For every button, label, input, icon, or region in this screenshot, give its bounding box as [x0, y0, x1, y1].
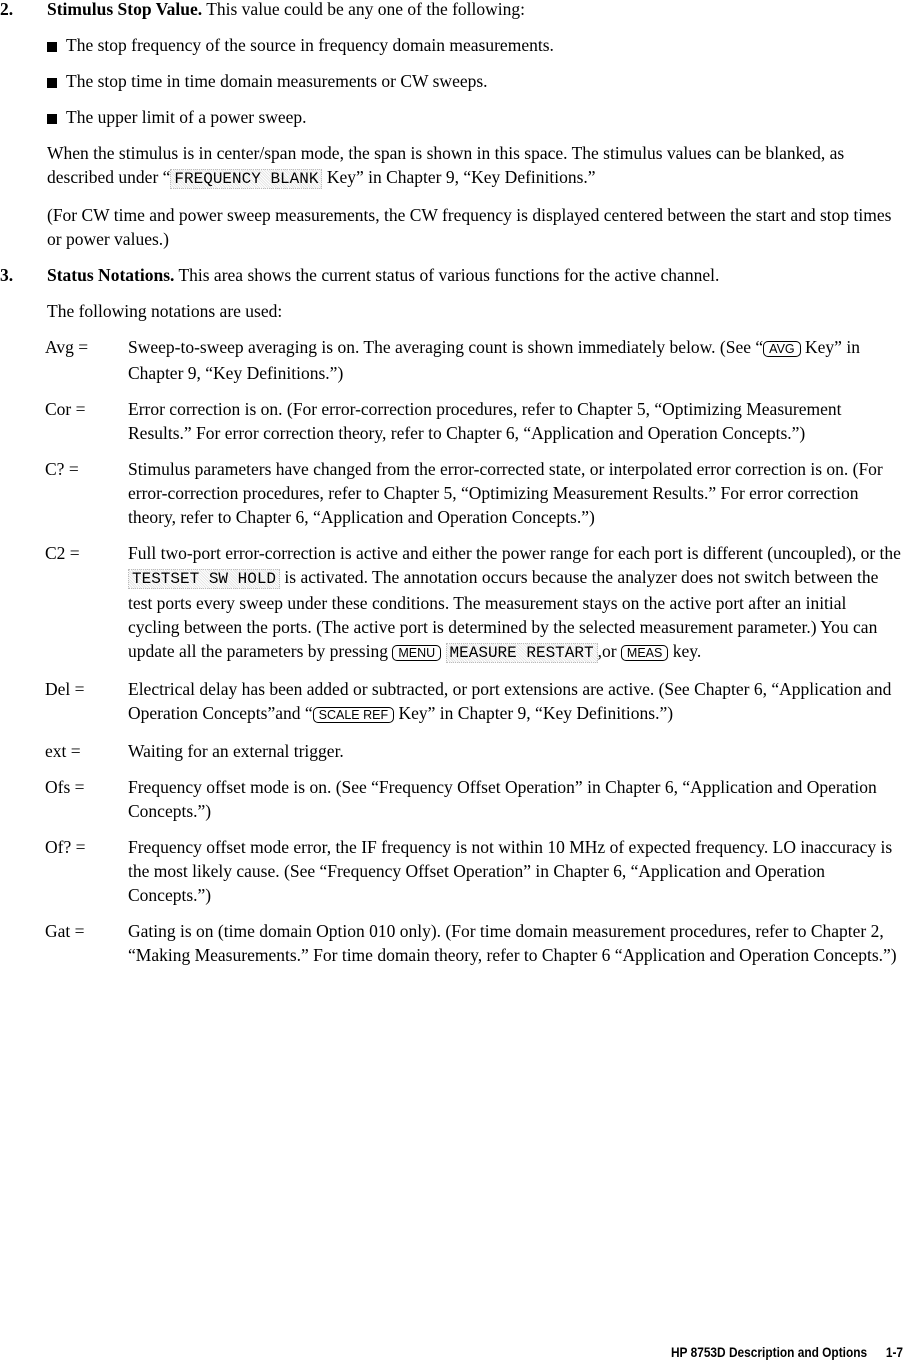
text-run: Key” in Chapter 9, “Key Definitions.”) [394, 703, 674, 723]
notation-term: ext = [45, 741, 81, 761]
notation-term: Gat = [45, 921, 85, 941]
item-heading: Status Notations. [47, 265, 175, 285]
numbered-item [0, 263, 905, 287]
text-run: This area shows the current status of various functions for the active channel. [174, 265, 720, 285]
text-run: Frequency offset mode is on. (See “Frequency Offset Operation” in Chapter 6, “Application and Operation Concepts.”) [128, 777, 877, 821]
notation-term: C? = [45, 459, 79, 479]
notation-term: Ofs = [45, 777, 85, 797]
notation-definition [45, 397, 905, 445]
text-run: ,or [597, 641, 621, 661]
notation-description [128, 457, 905, 529]
text-run: When the stimulus is in center/span mode, the span is shown in this space. The stimulus values can be blanked, as described under “ [47, 143, 845, 187]
hardkey-label: SCALE REF [313, 707, 394, 723]
text-run: Stimulus parameters have changed from the error-corrected state, or interpolated error correction is on. (For error-correction procedures, refer to Chapter 5, “Optimizing Measurement Results.” For error correction theory, refer to Chapter 6, “Application and Operation Concepts.”) [128, 459, 883, 527]
notation-term: Del = [45, 679, 85, 699]
notation-description [128, 835, 905, 907]
notation-description [128, 677, 905, 727]
bullet-item [47, 69, 905, 93]
softkey-label: FREQUENCY BLANK [170, 169, 322, 189]
text-run: Key” in Chapter 9, “Key Definitions.” [322, 167, 596, 187]
notation-term: Avg = [45, 337, 89, 357]
notation-description [128, 775, 905, 823]
hardkey-label: MENU [392, 645, 441, 661]
notation-definition [45, 775, 905, 823]
page-footer [671, 1340, 903, 1361]
notation-term: Of? = [45, 837, 86, 857]
footer-title: HP 8753D Description and Options [670, 1344, 868, 1360]
text-run: Electrical delay has been added or subtracted, or port extensions are active. (See Chapter 6, “Application and Operation Concepts”and “ [128, 679, 892, 723]
text-run: This value could be any one of the following: [202, 0, 526, 19]
text-run: Sweep-to-sweep averaging is on. The averaging count is shown immediately below. (See “ [128, 337, 764, 357]
notation-definition [45, 677, 905, 727]
text-run: Gating is on (time domain Option 010 only). (For time domain measurement procedures, refer to Chapter 2, “Making Measurements.” For time domain theory, refer to Chapter 6 “Application and Operation Concepts.”) [128, 921, 897, 965]
bullet-item [47, 105, 905, 129]
bullet-item [47, 33, 905, 57]
notation-description [128, 739, 905, 763]
text-run: key. [668, 641, 702, 661]
text-run: is activated. The annotation occurs because the analyzer does not switch between the test ports every sweep under these conditions. The measurement stays on the active port after an initial cycling between the ports. (The active port is determined by the selected measurement parameter.) You can update all the parameters by pressing [128, 567, 879, 661]
hardkey-label: MEAS [621, 645, 668, 661]
paragraph [47, 299, 905, 323]
item-number: 3. [0, 265, 14, 285]
notation-definition [45, 835, 905, 907]
text-run [441, 641, 445, 661]
softkey-label: TESTSET SW HOLD [128, 569, 280, 589]
text-run: Waiting for an external trigger. [128, 741, 344, 761]
notation-definition [45, 457, 905, 529]
notation-definition [45, 335, 905, 385]
paragraph [47, 141, 905, 191]
text-run: Full two-port error-correction is active and either the power range for each port is different (uncoupled), or the [128, 543, 901, 563]
notation-definition [45, 541, 905, 665]
text-run: The following notations are used: [47, 301, 283, 321]
notation-description [128, 335, 905, 385]
softkey-label: MEASURE RESTART [446, 643, 598, 663]
paragraph [47, 203, 905, 251]
notation-description [128, 397, 905, 445]
numbered-item [0, 0, 905, 21]
notation-definition [45, 919, 905, 967]
hardkey-label: AVG [763, 341, 800, 357]
item-heading: Stimulus Stop Value. [47, 0, 203, 19]
page-number: 1-7 [885, 1344, 903, 1360]
text-run: Key” in Chapter 9, “Key Definitions.”) [128, 337, 860, 383]
text-run: The stop time in time domain measurements or CW sweeps. [66, 71, 488, 91]
text-run: The upper limit of a power sweep. [66, 107, 307, 127]
item-number: 2. [0, 0, 14, 19]
text-run: (For CW time and power sweep measurements, the CW frequency is displayed centered between the start and stop times or power values.) [47, 205, 892, 249]
notation-description [128, 541, 905, 665]
notation-term: C2 = [45, 543, 80, 563]
notation-definition [45, 739, 905, 763]
text-run: Error correction is on. (For error-correction procedures, refer to Chapter 5, “Optimizing Measurement Results.” For error correction theory, refer to Chapter 6, “Application and Operation Concepts.”) [128, 399, 842, 443]
text-run: Frequency offset mode error, the IF frequency is not within 10 MHz of expected frequency. LO inaccuracy is the most likely cause. (See “Frequency Offset Operation” in Chapter 6, “Application and Operation Concepts.”) [128, 837, 893, 905]
notation-term: Cor = [45, 399, 86, 419]
text-run: The stop frequency of the source in frequency domain measurements. [66, 35, 554, 55]
notation-description [128, 919, 905, 967]
